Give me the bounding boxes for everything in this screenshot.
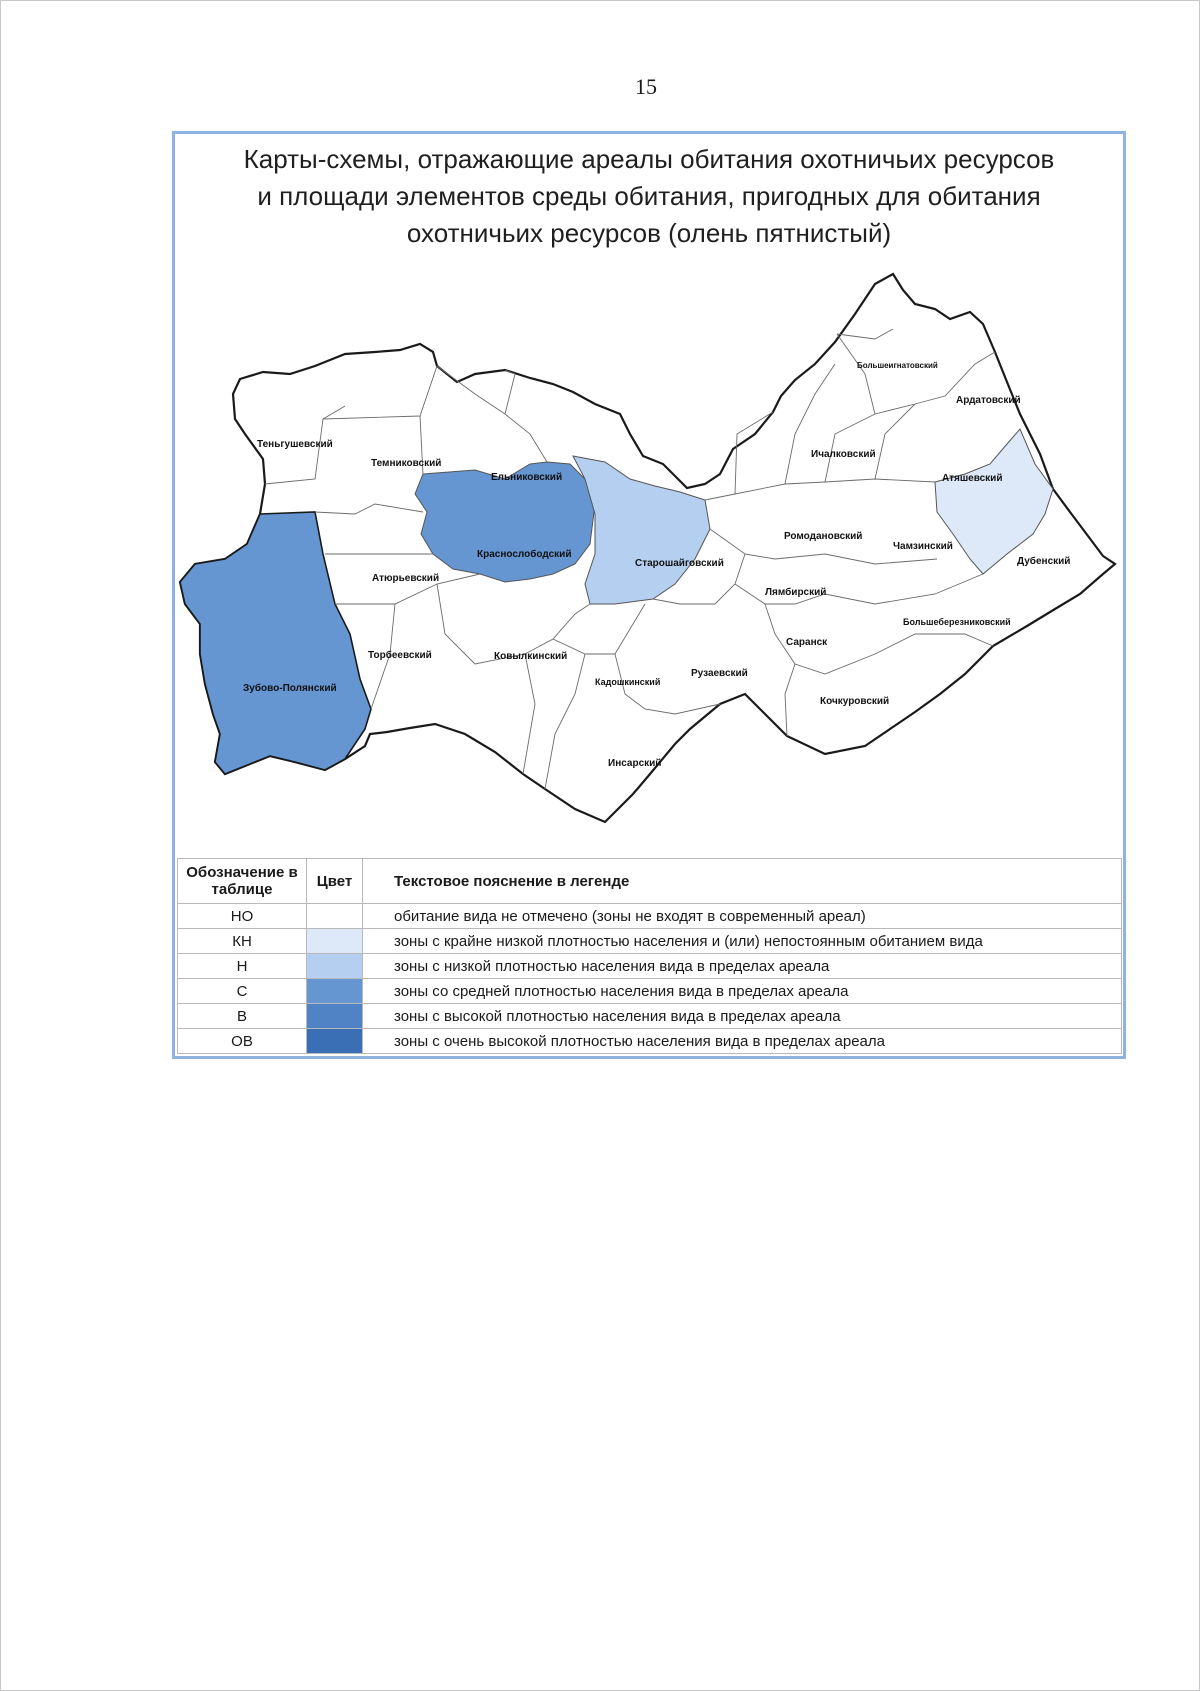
legend-row: [178, 1029, 1122, 1054]
label-staroshaygovsky: Старошайговский: [635, 558, 724, 569]
legend-table: [177, 858, 1122, 1054]
legend-row: [178, 904, 1122, 929]
label-romodanovsky: Ромодановский: [784, 531, 863, 542]
label-bolsheignatovsky: Большеигнатовский: [857, 361, 938, 370]
label-lyambirsky: Лямбирский: [765, 587, 827, 598]
label-chamzinsky: Чамзинский: [893, 541, 953, 552]
legend-text: обитание вида не отмечено (зоны не входят в современный ареал): [363, 904, 1122, 929]
map-title-line-2: и площади элементов среды обитания, пригодных для обитания: [257, 181, 1041, 211]
label-atyurevsky: Атюрьевский: [372, 573, 440, 584]
legend-row: [178, 1004, 1122, 1029]
page-number: 15: [635, 74, 657, 99]
legend-header-row: [178, 859, 1122, 904]
legend-swatch: [307, 1004, 362, 1028]
legend-row: [178, 954, 1122, 979]
label-insarsky: Инсарский: [608, 758, 662, 769]
legend-text: зоны со средней плотностью населения вида в пределах ареала: [363, 979, 1122, 1004]
legend-code: В: [178, 1004, 307, 1029]
legend-text: зоны с низкой плотностью населения вида в пределах ареала: [363, 954, 1122, 979]
legend-code: НО: [178, 904, 307, 929]
label-bolsheberezhnikovsky: Большеберезниковский: [903, 617, 1011, 627]
map-frame: [172, 131, 1126, 1059]
label-zubovo-polyansky: Зубово-Полянский: [243, 683, 337, 694]
label-ardatovsky: Ардатовский: [956, 395, 1021, 406]
region-map: [175, 134, 1123, 856]
legend-code: С: [178, 979, 307, 1004]
label-krasnoslobodsky: Краснослободский: [477, 549, 572, 560]
legend-text: зоны с очень высокой плотностью населения вида в пределах ареала: [363, 1029, 1122, 1054]
label-kovylkinsky: Ковылкинский: [494, 651, 568, 662]
legend-header-color: Цвет: [307, 859, 363, 904]
legend-code: Н: [178, 954, 307, 979]
legend-text: зоны с высокой плотностью населения вида в пределах ареала: [363, 1004, 1122, 1029]
label-ichalkovsky: Ичалковский: [811, 449, 876, 460]
legend-swatch: [307, 929, 362, 953]
label-ruzaevsky: Рузаевский: [691, 668, 748, 679]
legend-header-text: Текстовое пояснение в легенде: [363, 859, 1122, 904]
legend-code: КН: [178, 929, 307, 954]
legend-swatch: [307, 979, 362, 1003]
label-atyashevsky: Атяшевский: [942, 473, 1003, 484]
legend-text: зоны с крайне низкой плотностью населения и (или) непостоянным обитанием вида: [363, 929, 1122, 954]
label-dubensky: Дубенский: [1017, 556, 1071, 567]
label-kochkurovsky: Кочкуровский: [820, 696, 890, 707]
label-temnikovsky: Темниковский: [371, 458, 442, 469]
legend-row: [178, 979, 1122, 1004]
legend-swatch: [307, 904, 362, 928]
legend-swatch: [307, 1029, 362, 1053]
legend-code: ОВ: [178, 1029, 307, 1054]
legend-swatch: [307, 954, 362, 978]
label-elnikovsky: Ельниковский: [491, 472, 563, 483]
legend-header-code: Обозначение в таблице: [178, 859, 307, 904]
map-title-line-1: Карты-схемы, отражающие ареалы обитания охотничьих ресурсов: [243, 144, 1055, 174]
legend-row: [178, 929, 1122, 954]
label-torbeevsky: Торбеевский: [368, 650, 432, 661]
label-tengushevsky: Теньгушевский: [257, 439, 333, 450]
label-saransk: Саранск: [786, 637, 828, 648]
label-kadoshkinsky: Кадошкинский: [595, 677, 661, 687]
map-title-line-3: охотничьих ресурсов (олень пятнистый): [406, 218, 892, 248]
